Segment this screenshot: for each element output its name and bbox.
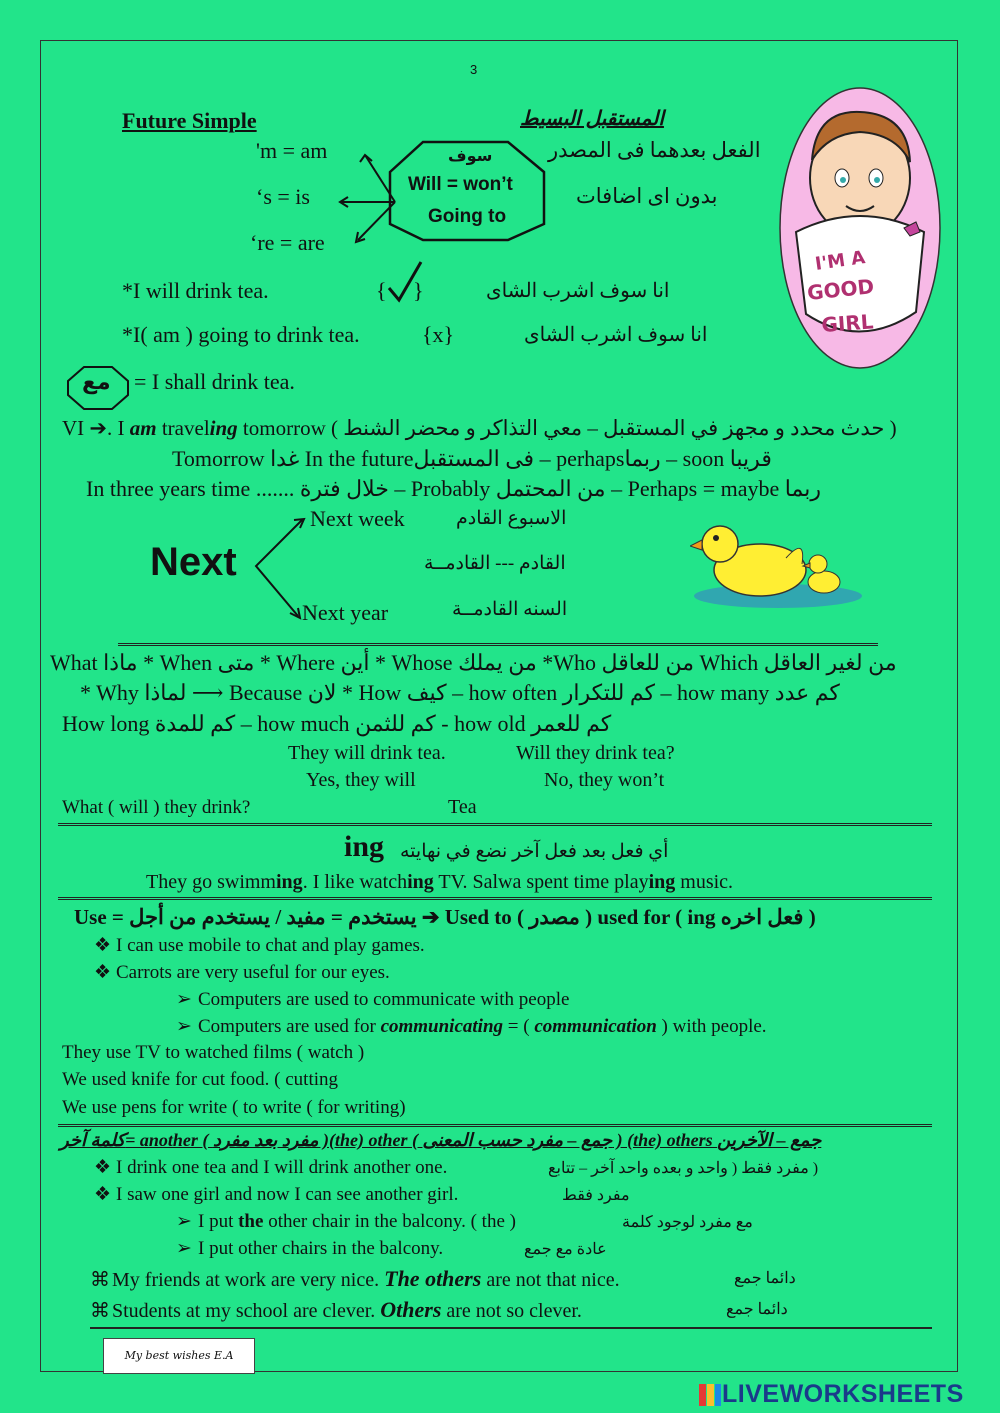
contraction-am: 'm = am xyxy=(256,138,328,163)
next-week-ar: الاسبوع القادم xyxy=(456,508,567,529)
use-header: Use = يستخدم = مفيد / يستخدم من أجل ➔ Used to ( مصدر ) used for ( ing فعل اخره ) xyxy=(74,905,816,929)
octagon-going-to: Going to xyxy=(428,206,507,227)
other-arrow-2-ar: عادة مع جمع xyxy=(524,1241,607,1258)
use-line-1: They use TV to watched films ( watch ) xyxy=(62,1042,365,1063)
ducks-illustration xyxy=(690,512,862,612)
divider-5 xyxy=(90,1327,932,1329)
wishes-signature: My best wishes E.A xyxy=(103,1338,255,1374)
note-no-additions: بدون اى اضافات xyxy=(576,184,718,208)
question-words-1: What ماذا * When متى * Where أين * Whose من يملك *Who من للعاقل Which من لغير العاقل xyxy=(50,650,897,675)
others-example-1-ar: دائما جمع xyxy=(734,1270,796,1287)
octagon-will: Will = won’t xyxy=(408,174,513,195)
divider-3 xyxy=(58,897,932,900)
time-expressions-1: Tomorrow غدا In the futureفى المستقبل – perhapsربما – soon قريبا xyxy=(172,446,772,471)
others-example-2-ar: دائما جمع xyxy=(726,1301,788,1318)
svg-text:GIRL: GIRL xyxy=(820,309,875,337)
use-arrow-1: ➢ Computers are used to communicate with people xyxy=(176,989,570,1010)
note-verb-base: الفعل بعدهما فى المصدر xyxy=(548,138,761,162)
example-will: *I will drink tea. xyxy=(122,278,269,303)
use-bullet-1: ❖ I can use mobile to chat and play games. xyxy=(94,935,425,956)
next-middle-ar: القادم --- القادمــة xyxy=(424,553,566,574)
example-wh-question: What ( will ) they drink? xyxy=(62,797,251,818)
girl-illustration xyxy=(776,82,944,374)
use-line-3: We use pens for write ( to write ( for writing) xyxy=(62,1097,406,1118)
divider-1 xyxy=(118,643,878,646)
example-wh-answer: Tea xyxy=(448,796,477,818)
liveworksheets-logo-icon xyxy=(698,1383,722,1407)
contraction-is: ‘s = is xyxy=(256,184,310,209)
section-title-future-ar: المستقبل البسيط xyxy=(520,108,664,130)
question-words-2: * Why لماذا ⟶ Because لان * How كيف – how often كم للتكرار – how many كم عدد xyxy=(80,680,840,705)
example-shall: = I shall drink tea. xyxy=(134,369,295,394)
next-week: Next week xyxy=(310,506,405,531)
example-going-to: *I( am ) going to drink tea. xyxy=(122,322,360,347)
ing-rule-ar: أي فعل بعد فعل آخر نضع في نهايته xyxy=(400,841,669,862)
another-bullet-1-ar: ( مفرد فقط ( واحد و بعده واحد آخر – تتابع xyxy=(548,1160,819,1177)
ing-title: ing xyxy=(344,830,385,863)
contraction-are: ‘re = are xyxy=(250,230,325,255)
svg-text:GOOD: GOOD xyxy=(806,274,876,305)
svg-text:I'M A: I'M A xyxy=(813,247,867,275)
page-number: 3 xyxy=(470,62,478,77)
divider-4 xyxy=(58,1124,932,1127)
use-bullet-2: ❖ Carrots are very useful for our eyes. xyxy=(94,962,390,983)
brace-right: } xyxy=(413,278,424,303)
liveworksheets-logo[interactable] xyxy=(698,1380,964,1409)
example-going-to-ar: انا سوف اشرب الشاى xyxy=(524,324,708,346)
brace-left: { xyxy=(376,278,387,303)
other-arrow-1: ➢ I put the other chair in the balcony. ( the ) xyxy=(176,1211,516,1232)
example-will-ar: انا سوف اشرب الشاى xyxy=(486,280,670,302)
another-bullet-2-ar: مفرد فقط xyxy=(562,1187,630,1204)
use-arrow-2: ➢ Computers are used for communicating = ( communication ) with people. xyxy=(176,1016,767,1037)
other-arrow-1-ar: مع مفرد لوجود كلمة xyxy=(622,1214,753,1231)
octagon-sawfa: سوف xyxy=(448,148,493,165)
section-title-future: Future Simple xyxy=(122,108,257,133)
example-yes: Yes, they will xyxy=(306,769,416,791)
example-statement: They will drink tea. xyxy=(288,742,446,764)
arrowhead-am xyxy=(360,155,372,162)
others-example-2: ⌘ Students at my school are clever. Others are not so clever. xyxy=(90,1297,582,1322)
time-expressions-2: In three years time ....... خلال فترة – Probably من المحتمل – Perhaps = maybe ربما xyxy=(86,476,821,501)
wrong-mark: {x} xyxy=(422,322,455,347)
example-no: No, they won’t xyxy=(544,769,665,791)
vi-line: VI ➔. I am traveling tomorrow ( حدث محدد و مجهز في المستقبل – معي التذاكر و محضر الشنط ) xyxy=(62,416,897,440)
next-year-ar: السنه القادمــة xyxy=(452,599,568,620)
next-year: Next year xyxy=(302,600,389,625)
use-line-2: We used knife for cut food. ( cutting xyxy=(62,1069,339,1090)
another-bullet-2: ❖ I saw one girl and now I can see another girl. xyxy=(94,1184,459,1205)
other-arrow-2: ➢ I put other chairs in the balcony. xyxy=(176,1238,444,1259)
example-question: Will they drink tea? xyxy=(516,742,675,764)
liveworksheets-text: LIVEWORKSHEETS xyxy=(722,1380,964,1408)
question-words-3: How long كم للمدة – how much كم للثمن - how old كم للعمر xyxy=(62,711,612,736)
shall-badge-text: مع xyxy=(82,370,111,395)
another-header: كلمة آخر= another ( مفرد بعد مفرد )(the) other ( جمع – مفرد حسب المعنى ) (the) others جمع – الآخرين xyxy=(60,1130,822,1150)
another-bullet-1: ❖ I drink one tea and I will drink another one. xyxy=(94,1157,448,1178)
divider-2 xyxy=(58,823,932,826)
ing-examples: They go swimming. I like watching TV. Salwa spent time playing music. xyxy=(146,871,734,893)
others-example-1: ⌘ My friends at work are very nice. The others are not that nice. xyxy=(90,1266,620,1291)
next-word: Next xyxy=(150,540,237,584)
